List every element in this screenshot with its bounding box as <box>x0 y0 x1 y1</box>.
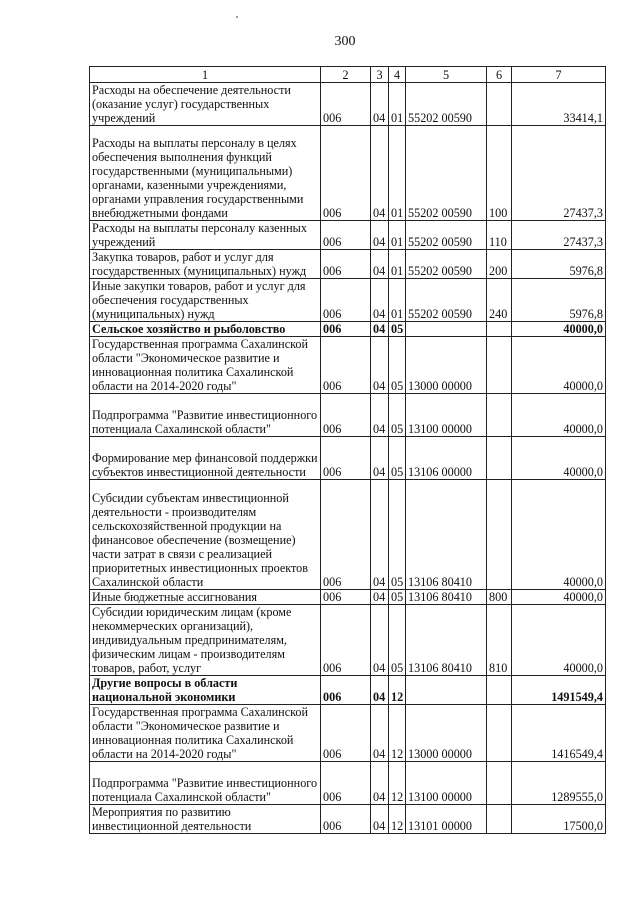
row-code-subsection: 05 <box>389 480 406 590</box>
row-code-target: 13000 00000 <box>406 337 487 394</box>
row-code-expense-type: 240 <box>487 279 512 322</box>
table-row <box>90 805 606 834</box>
row-code-section: 04 <box>371 250 389 279</box>
row-code-subsection: 12 <box>389 805 406 834</box>
row-name: Субсидии субъектам инвестиционной деятельности - производителям сельскохозяйственной продукции на финансовое обеспечение (возмещение) части затрат в связи с реализацией приоритетных инвестиционных проектов Сахалинской области <box>90 480 321 590</box>
row-code-target: 13106 80410 <box>406 590 487 605</box>
row-amount: 1416549,4 <box>512 705 606 762</box>
row-amount: 5976,8 <box>512 250 606 279</box>
row-code-expense-type <box>487 437 512 480</box>
row-code-subsection: 12 <box>389 762 406 805</box>
row-code-ministry: 006 <box>321 221 371 250</box>
row-code-target <box>406 322 487 337</box>
row-code-section: 04 <box>371 83 389 126</box>
row-amount: 27437,3 <box>512 126 606 221</box>
row-code-expense-type <box>487 805 512 834</box>
row-name: Закупка товаров, работ и услуг для государственных (муниципальных) нужд <box>90 250 321 279</box>
row-code-section: 04 <box>371 437 389 480</box>
row-amount: 40000,0 <box>512 394 606 437</box>
row-amount: 5976,8 <box>512 279 606 322</box>
row-code-section: 04 <box>371 279 389 322</box>
row-amount: 40000,0 <box>512 437 606 480</box>
row-code-ministry: 006 <box>321 279 371 322</box>
table-row <box>90 705 606 762</box>
row-name: Расходы на выплаты персоналу казенных учреждений <box>90 221 321 250</box>
row-code-section: 04 <box>371 605 389 676</box>
column-header: 3 <box>371 67 389 83</box>
row-code-target: 13101 00000 <box>406 805 487 834</box>
table-row <box>90 590 606 605</box>
row-code-section: 04 <box>371 762 389 805</box>
row-code-target: 13100 00000 <box>406 762 487 805</box>
table-row <box>90 279 606 322</box>
row-code-expense-type: 110 <box>487 221 512 250</box>
row-code-ministry: 006 <box>321 250 371 279</box>
row-code-ministry: 006 <box>321 676 371 705</box>
row-name: Формирование мер финансовой поддержки субъектов инвестиционной деятельности <box>90 437 321 480</box>
row-code-subsection: 01 <box>389 83 406 126</box>
row-name: Подпрограмма "Развитие инвестиционного потенциала Сахалинской области" <box>90 394 321 437</box>
row-amount: 40000,0 <box>512 605 606 676</box>
table-row <box>90 83 606 126</box>
row-code-ministry: 006 <box>321 322 371 337</box>
row-name: Расходы на обеспечение деятельности (оказание услуг) государственных учреждений <box>90 83 321 126</box>
column-header: 1 <box>90 67 321 83</box>
row-code-expense-type: 800 <box>487 590 512 605</box>
table-row <box>90 437 606 480</box>
row-code-subsection: 05 <box>389 590 406 605</box>
row-name: Иные закупки товаров, работ и услуг для обеспечения государственных (муниципальных) нужд <box>90 279 321 322</box>
row-code-expense-type: 810 <box>487 605 512 676</box>
column-header: 5 <box>406 67 487 83</box>
table-row <box>90 322 606 337</box>
table-row <box>90 250 606 279</box>
row-code-target <box>406 676 487 705</box>
row-code-section: 04 <box>371 322 389 337</box>
table-row <box>90 676 606 705</box>
row-code-expense-type <box>487 705 512 762</box>
page-number: 300 <box>334 34 356 49</box>
row-code-ministry: 006 <box>321 762 371 805</box>
row-code-subsection: 12 <box>389 705 406 762</box>
row-name: Подпрограмма "Развитие инвестиционного потенциала Сахалинской области" <box>90 762 321 805</box>
row-name: Мероприятия по развитию инвестиционной деятельности <box>90 805 321 834</box>
row-code-subsection: 05 <box>389 322 406 337</box>
row-code-subsection: 05 <box>389 605 406 676</box>
row-code-expense-type <box>487 322 512 337</box>
row-name: Другие вопросы в области национальной экономики <box>90 676 321 705</box>
row-code-expense-type <box>487 480 512 590</box>
row-code-subsection: 05 <box>389 437 406 480</box>
table-row <box>90 480 606 590</box>
row-amount: 40000,0 <box>512 590 606 605</box>
row-code-ministry: 006 <box>321 394 371 437</box>
row-name: Иные бюджетные ассигнования <box>90 590 321 605</box>
header-row <box>90 67 606 83</box>
scan-speck <box>236 16 238 18</box>
row-amount: 1491549,4 <box>512 676 606 705</box>
row-code-ministry: 006 <box>321 337 371 394</box>
column-header: 7 <box>512 67 606 83</box>
row-code-section: 04 <box>371 221 389 250</box>
row-code-expense-type <box>487 394 512 437</box>
row-code-target: 13000 00000 <box>406 705 487 762</box>
row-code-target: 55202 00590 <box>406 279 487 322</box>
row-amount: 33414,1 <box>512 83 606 126</box>
row-code-expense-type <box>487 83 512 126</box>
row-code-section: 04 <box>371 480 389 590</box>
row-code-expense-type <box>487 762 512 805</box>
row-amount: 40000,0 <box>512 322 606 337</box>
row-code-expense-type: 200 <box>487 250 512 279</box>
row-code-section: 04 <box>371 126 389 221</box>
row-code-expense-type: 100 <box>487 126 512 221</box>
row-code-target: 13106 80410 <box>406 480 487 590</box>
row-name: Сельское хозяйство и рыболовство <box>90 322 321 337</box>
table-body <box>90 83 606 834</box>
row-code-section: 04 <box>371 590 389 605</box>
table-row <box>90 126 606 221</box>
row-code-section: 04 <box>371 676 389 705</box>
row-code-ministry: 006 <box>321 805 371 834</box>
row-code-ministry: 006 <box>321 437 371 480</box>
row-code-ministry: 006 <box>321 705 371 762</box>
table-row <box>90 605 606 676</box>
column-header: 6 <box>487 67 512 83</box>
row-code-subsection: 01 <box>389 279 406 322</box>
column-header: 4 <box>389 67 406 83</box>
row-code-target: 13100 00000 <box>406 394 487 437</box>
row-code-ministry: 006 <box>321 83 371 126</box>
column-header: 2 <box>321 67 371 83</box>
row-amount: 40000,0 <box>512 480 606 590</box>
row-amount: 27437,3 <box>512 221 606 250</box>
row-code-ministry: 006 <box>321 605 371 676</box>
row-code-target: 55202 00590 <box>406 126 487 221</box>
table-row <box>90 762 606 805</box>
row-code-target: 13106 80410 <box>406 605 487 676</box>
row-code-subsection: 12 <box>389 676 406 705</box>
row-amount: 17500,0 <box>512 805 606 834</box>
row-code-subsection: 01 <box>389 250 406 279</box>
row-amount: 40000,0 <box>512 337 606 394</box>
row-name: Субсидии юридическим лицам (кроме некоммерческих организаций), индивидуальным предпринимателям, физическим лицам - производителям товаров, работ, услуг <box>90 605 321 676</box>
row-code-subsection: 01 <box>389 126 406 221</box>
row-code-subsection: 01 <box>389 221 406 250</box>
row-name: Государственная программа Сахалинской области "Экономическое развитие и инновационная политика Сахалинской области на 2014-2020 годы" <box>90 337 321 394</box>
row-code-subsection: 05 <box>389 394 406 437</box>
row-code-target: 13106 00000 <box>406 437 487 480</box>
row-name: Государственная программа Сахалинской области "Экономическое развитие и инновационная политика Сахалинской области на 2014-2020 годы" <box>90 705 321 762</box>
row-code-ministry: 006 <box>321 126 371 221</box>
table-row <box>90 394 606 437</box>
table-row <box>90 221 606 250</box>
row-code-section: 04 <box>371 394 389 437</box>
row-code-target: 55202 00590 <box>406 221 487 250</box>
row-code-ministry: 006 <box>321 480 371 590</box>
row-code-target: 55202 00590 <box>406 250 487 279</box>
row-code-expense-type <box>487 337 512 394</box>
row-code-subsection: 05 <box>389 337 406 394</box>
row-code-section: 04 <box>371 705 389 762</box>
budget-table <box>89 66 606 834</box>
table-row <box>90 337 606 394</box>
row-amount: 1289555,0 <box>512 762 606 805</box>
row-code-ministry: 006 <box>321 590 371 605</box>
row-code-target: 55202 00590 <box>406 83 487 126</box>
row-code-expense-type <box>487 676 512 705</box>
row-code-section: 04 <box>371 337 389 394</box>
row-code-section: 04 <box>371 805 389 834</box>
row-name: Расходы на выплаты персоналу в целях обеспечения выполнения функций государственными (муниципальными) органами, казенными учреждениями, органами управления государственными внебюджетными фондами <box>90 126 321 221</box>
